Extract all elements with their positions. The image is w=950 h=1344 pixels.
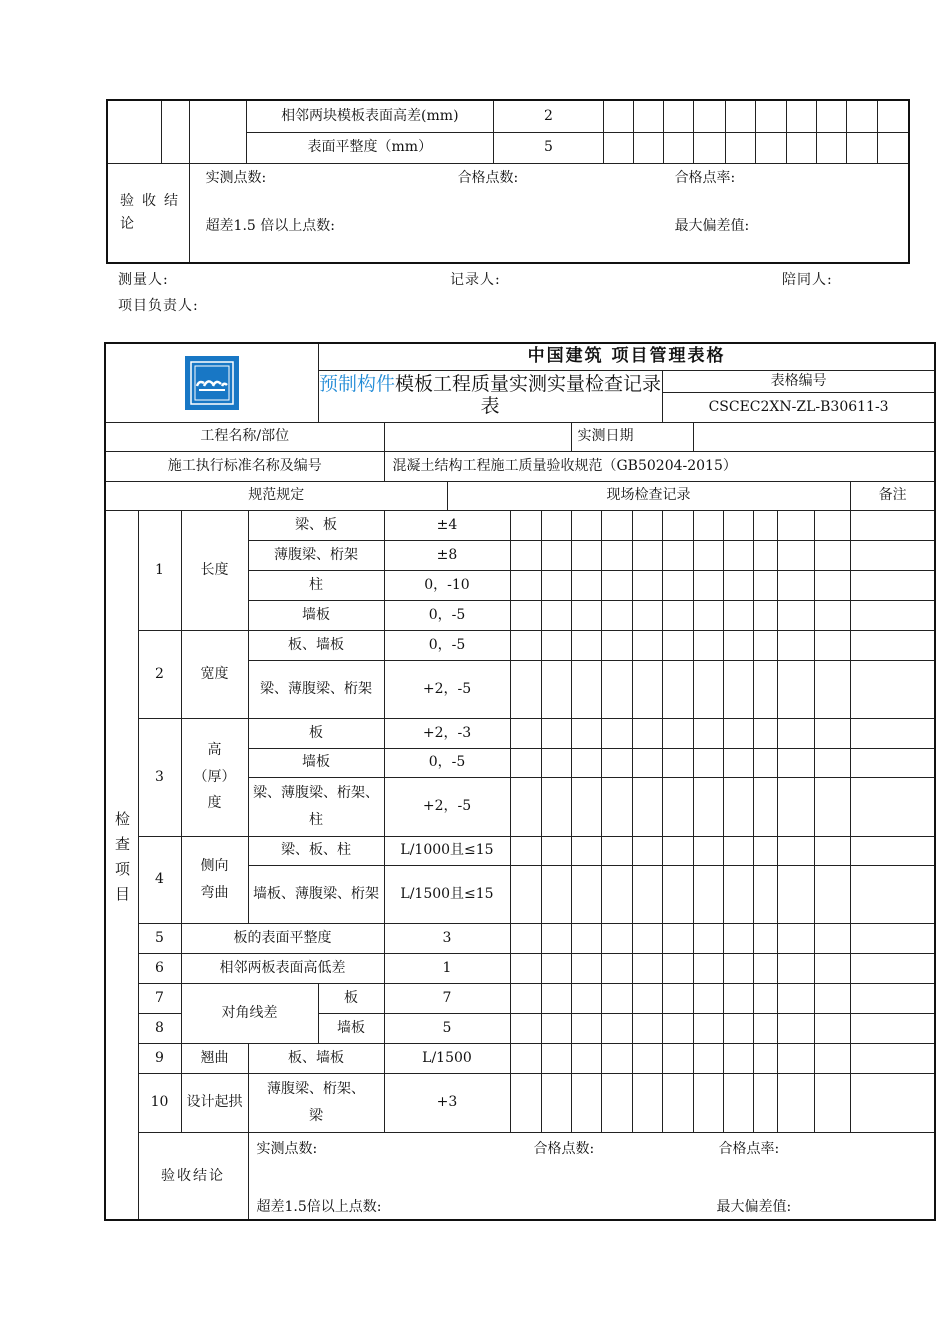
item-number: 9	[138, 1043, 181, 1073]
tolerance-value: ±4	[384, 510, 510, 540]
table-row	[105, 953, 935, 983]
conclusion-row	[107, 163, 909, 263]
sub-item: 板、墙板	[248, 1043, 384, 1073]
table-row	[105, 510, 935, 540]
column-header-row	[105, 481, 935, 510]
sub-item: 墙板	[248, 748, 384, 777]
item-name: 长度	[181, 510, 248, 630]
tolerance-value: 3	[384, 923, 510, 953]
tolerance-value: L/1500	[384, 1043, 510, 1073]
item-name: 翘曲	[181, 1043, 248, 1073]
tolerance-value: 5	[384, 1013, 510, 1043]
table-row	[105, 718, 935, 748]
item-number: 4	[138, 836, 181, 923]
tolerance-value: 1	[384, 953, 510, 983]
tolerance-value: +2，-3	[384, 718, 510, 748]
sub-item: 薄腹梁、桁架、梁	[248, 1073, 384, 1132]
conclusion-cell	[189, 163, 909, 263]
table-row	[105, 1043, 935, 1073]
tolerance-value: +2，-5	[384, 777, 510, 836]
qualified-rate-label: 合格点率:	[718, 1140, 780, 1157]
sub-item: 薄腹梁、桁架	[248, 540, 384, 570]
over-points-label: 超差1.5 倍以上点数:	[205, 217, 335, 234]
tolerance-value: 0，-5	[384, 630, 510, 660]
sub-item: 梁、薄腹梁、桁架	[248, 660, 384, 718]
sub-item: 梁、薄腹梁、桁架、柱	[248, 777, 384, 836]
item-number: 5	[138, 923, 181, 953]
conclusion-label: 验收结论	[138, 1132, 248, 1220]
item-name: 高（厚）度	[181, 718, 248, 836]
recorder-label: 记录人:	[450, 272, 501, 288]
sub-item: 墙板	[318, 1013, 384, 1043]
cscec-logo-icon	[185, 356, 239, 410]
record-column-header: 现场检查记录	[447, 481, 850, 510]
sub-item: 梁、板	[248, 510, 384, 540]
tolerance-value: 0，-10	[384, 570, 510, 600]
previous-form-tail	[106, 99, 910, 264]
tolerance-value: L/1000且≤15	[384, 836, 510, 865]
tolerance-value: ±8	[384, 540, 510, 570]
item-number: 7	[138, 983, 181, 1013]
inspection-form	[104, 342, 936, 1221]
form-title	[318, 370, 662, 422]
sub-item: 板	[248, 718, 384, 748]
date-label: 实测日期	[571, 422, 693, 451]
max-deviation-label: 最大偏差值:	[674, 217, 750, 234]
tolerance-value: 0，-5	[384, 748, 510, 777]
tolerance-value: +3	[384, 1073, 510, 1132]
tolerance-value: 2	[493, 100, 603, 132]
form-title-accent: 预制构件	[318, 373, 395, 396]
table-row	[105, 923, 935, 953]
sub-item: 板	[318, 983, 384, 1013]
conclusion-label: 验收结论	[107, 163, 189, 263]
item-number: 8	[138, 1013, 181, 1043]
standard-label: 施工执行标准名称及编号	[105, 451, 384, 481]
measured-points-label: 实测点数:	[256, 1140, 318, 1157]
sub-item: 柱	[248, 570, 384, 600]
sub-item: 墙板	[248, 600, 384, 630]
qualified-points-label: 合格点数:	[457, 169, 519, 186]
info-row	[105, 422, 935, 451]
over-points-label: 超差1.5倍以上点数:	[256, 1198, 382, 1215]
conclusion-cell	[248, 1132, 935, 1220]
measurer-label: 测量人:	[118, 272, 169, 288]
form-no-label: 表格编号	[662, 370, 935, 392]
date-value[interactable]	[693, 422, 935, 451]
item-number: 2	[138, 630, 181, 718]
item-name: 侧向弯曲	[181, 836, 248, 923]
table-row	[105, 630, 935, 660]
item-name: 板的表面平整度	[181, 923, 384, 953]
item-name: 对角线差	[181, 983, 318, 1043]
logo-cell	[105, 343, 318, 422]
company-title: 中国建筑 项目管理表格	[318, 343, 935, 370]
table-row	[107, 100, 909, 132]
table-row	[105, 983, 935, 1013]
item-number: 3	[138, 718, 181, 836]
form-title-rest: 模板工程质量实测实量检查记录表	[395, 373, 662, 417]
table-row	[105, 836, 935, 865]
item-number: 6	[138, 953, 181, 983]
item-name: 设计起拱	[181, 1073, 248, 1132]
accompany-label: 陪同人:	[782, 272, 833, 288]
item-number: 10	[138, 1073, 181, 1132]
project-leader-label: 项目负责人:	[118, 298, 199, 314]
tolerance-value: 0，-5	[384, 600, 510, 630]
conclusion-row	[105, 1132, 935, 1220]
item-label: 表面平整度（mm）	[246, 132, 493, 163]
tolerance-value: +2，-5	[384, 660, 510, 718]
sub-item: 墙板、薄腹梁、桁架	[248, 865, 384, 923]
tolerance-value: 7	[384, 983, 510, 1013]
sub-item: 梁、板、柱	[248, 836, 384, 865]
measured-points-label: 实测点数:	[205, 169, 267, 186]
sub-item: 板、墙板	[248, 630, 384, 660]
qualified-rate-label: 合格点率:	[674, 169, 736, 186]
header-row	[105, 343, 935, 370]
tolerance-value: L/1500且≤15	[384, 865, 510, 923]
info-row	[105, 451, 935, 481]
tolerance-value: 5	[493, 132, 603, 163]
check-items-label: 检查项目	[105, 510, 138, 1220]
qualified-points-label: 合格点数:	[533, 1140, 595, 1157]
table-row	[105, 1073, 935, 1132]
spec-column-header: 规范规定	[105, 481, 447, 510]
max-deviation-label: 最大偏差值:	[716, 1198, 792, 1215]
item-name: 相邻两板表面高低差	[181, 953, 384, 983]
form-no-value: CSCEC2XN-ZL-B30611-3	[662, 392, 935, 422]
item-label: 相邻两块模板表面高差(mm)	[246, 100, 493, 132]
project-value[interactable]	[384, 422, 571, 451]
standard-value: 混凝土结构工程施工质量验收规范（GB50204-2015）	[384, 451, 935, 481]
item-number: 1	[138, 510, 181, 630]
project-label: 工程名称/部位	[105, 422, 384, 451]
item-name: 宽度	[181, 630, 248, 718]
remark-column-header: 备注	[850, 481, 935, 510]
